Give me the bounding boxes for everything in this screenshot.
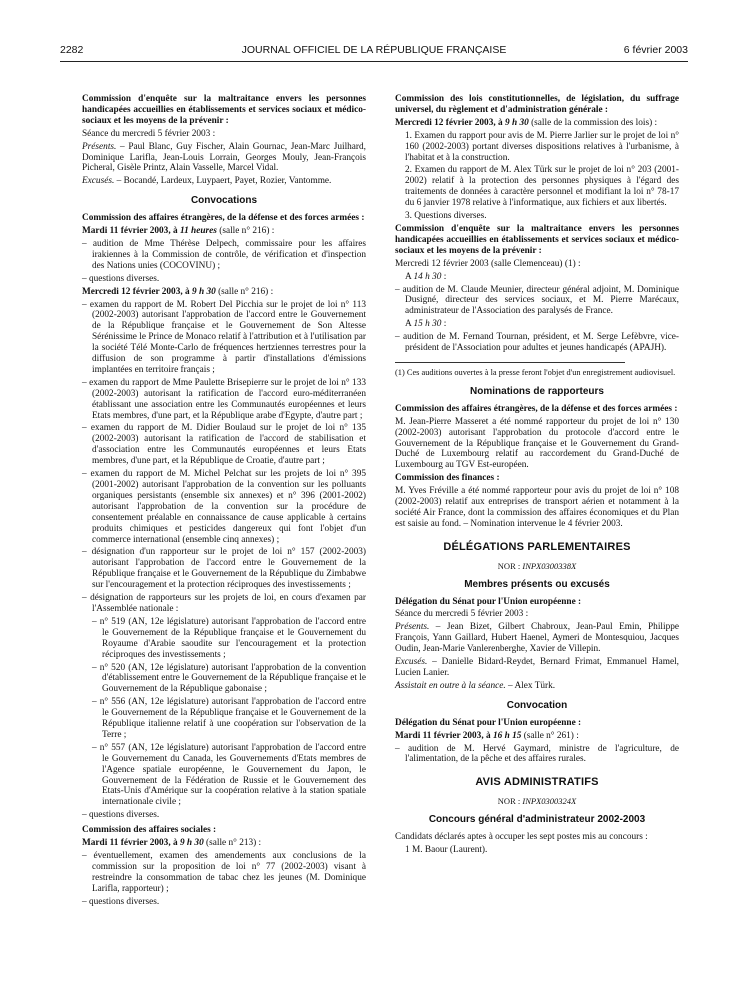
page-header [60,44,688,60]
section-title: Commission des lois constitutionnelles, de législation, du suffrage universel, du règlement et d'administration générale : [395,94,679,115]
section-title: Commission des affaires étrangères, de la défense et des forces armées : [82,213,365,224]
assistait-paragraph: Assistait en outre à la séance. – Alex Türk. [395,680,556,691]
convocation-heading: Convocation [506,699,568,711]
agenda-item: – examen du rapport de M. Michel Pelchat sur les projets de loi n° 395 (2001-2002) autorisant l'approbation de la convention sur les polluants organiques persistants (ensemble six annexes) et n° 396 (2001-2002) autorisant l'approbation de la convention sur la procédure de consentement préalable en connaissance de cause applicable à certains produits chimiques et pesticides dangereux qui font l'objet d'un commerce international (ensemble cinq annexes) ; [82,469,366,545]
agenda-subitem: – n° 557 (AN, 12e législature) autorisant l'approbation de l'accord entre le Gouvernement du Canada, les Gouvernements d'Etats membres de l'Agence spatiale européenne, le Gouvernement du Japon, le Gouvernement de la Fédération de Russie et le Gouvernement des Etats-Unis d'Amérique sur la coopération relative à la station spatiale internationale civile ; [92,742,366,808]
agenda-item: – examen du rapport de M. Didier Boulaud sur le projet de loi n° 135 (2002-2003) autorisant la ratification de l'accord de stabilisation et d'association entre les Communautés européennes et leurs Etats membres, d'une part, et la République de Croatie, d'autre part ; [82,423,366,467]
seance-line: Séance du mercredi 5 février 2003 : [82,128,216,139]
meeting-date: Mercredi 12 février 2003, à 9 h 30 (salle n° 216) : [82,286,274,297]
presents-names: – Paul Blanc, Guy Fischer, Alain Gournac, Jean-Marc Juilhard, Dominique Larifla, Jean-Louis Lorrain, Georges Mouly, Jean-François Picheral, Gisèle Printz, Alain Vasselle, Marcel Vidal. [82,141,366,174]
presents-paragraph [82,142,366,175]
meeting-date: Mercredi 12 février 2003, à 9 h 30 (salle de la commission des lois) : [395,117,658,128]
nor-reference: NOR : INPX0300324X [497,796,577,807]
presents-label: Présents. [82,141,117,152]
issue-date: 6 février 2003 [623,44,688,56]
agenda-item: – examen du rapport de Mme Paulette Brisepierre sur le projet de loi n° 133 (2002-2003) autorisant la ratification de l'accord euro-méditerranéen établissant une association entre les Communautés européennes et leurs Etats membres, d'une part, et la République arabe d'Egypte, d'autre part ; [82,377,366,421]
section-title: Commission d'enquête sur la maltraitance envers les personnes handicapées accueillies en établissements et services sociaux et médico-sociaux et les moyens de la prévenir : [395,223,679,256]
agenda-item: – examen du rapport de M. Robert Del Picchia sur le projet de loi n° 113 (2002-2003) autorisant l'approbation de l'accord entre le Gouvernement de la République française et le Gouvernement de Son Altesse Sérénissime le Prince de Monaco relatif à l'attribution et à l'utilisation par la société Télé Monte-Carlo de fréquences hertziennes terrestres pour la diffusion de son programme à partir d'installations d'émissions implantées en territoire français ; [82,299,366,375]
agenda-item: 2. Examen du rapport de M. Alex Türk sur le projet de loi n° 203 (2001-2002) relatif à la protection des personnes physiques à l'égard des traitements de données à caractère personnel et modifiant la loi n° 78-17 du 6 janvier 1978 relative à l'informatique, aux fichiers et aux libertés. [405,165,679,209]
agenda-subitem: – n° 520 (AN, 12e législature) autorisant l'approbation de la convention d'établissement entre le Gouvernement de la République française et le Gouvernement de la République gabonaise ; [92,662,366,695]
agenda-item: – désignation d'un rapporteur sur le projet de loi n° 157 (2002-2003) autorisant l'approbation de l'accord entre le Gouvernement de la République française et le Gouvernement de la République du Zimbabwe sur l'encouragement et la protection réciproques des investissements ; [82,547,366,591]
convocations-heading: Convocations [190,195,258,207]
membres-heading: Membres présents ou excusés [464,578,610,590]
time-slot: A 14 h 30 : [405,271,447,282]
agenda-item: – audition de M. Fernand Tournan, président, et M. Serge Lefèbvre, vice-président de l'Association pour adultes et jeunes handicapés (APAJH). [395,332,679,354]
seance-line: Séance du mercredi 5 février 2003 : [395,609,529,620]
agenda-item: – audition de M. Claude Meunier, directeur général adjoint, M. Dominique Dusigné, directeur des services sociaux, et M. Pierre Marécaux, administrateur de l'Association des paralysés de France. [395,284,679,317]
footnote: (1) Ces auditions ouvertes à la presse feront l'objet d'un enregistrement audiovisuel. [395,367,676,377]
nominations-heading: Nominations de rapporteurs [470,385,604,397]
agenda-item: – audition de Mme Thérèse Delpech, commissaire pour les affaires irakiennes à la Commission de contrôle, de vérification et d'inspection des Nations unies (COCOVINU) ; [82,238,366,271]
meeting-date: Mardi 11 février 2003, à 16 h 15 (salle n° 261) : [395,730,579,741]
agenda-subitem: – n° 556 (AN, 12e législature) autorisant l'approbation de l'accord entre le Gouvernement de la République française et le Gouvernement de la République italienne relatif à une coopération sur l'observation de la Terre ; [92,697,366,740]
right-column [395,94,679,858]
agenda-item: – audition de M. Hervé Gaymard, ministre de l'agriculture, de l'alimentation, de la pêche et des affaires rurales. [395,743,679,765]
header-rule [60,61,688,62]
section-title: Commission d'enquête sur la maltraitance envers les personnes handicapées accueillies en établissements et services sociaux et médico-sociaux et les moyens de la prévenir : [82,94,366,126]
page-number: 2282 [60,44,84,56]
section-title: Commission des affaires étrangères, de la défense et des forces armées : [395,403,678,414]
meeting-date: Mardi 11 février 2003, à 9 h 30 (salle n° 213) : [82,838,262,849]
agenda-item: – éventuellement, examen des amendements aux conclusions de la commission sur la proposition de loi n° 77 (2002-2003) visant à restreindre la consommation de tabac chez les jeunes (M. Dominique Larifla, rapporteur) ; [82,851,366,894]
excuses-paragraph [82,176,366,187]
nomination-text: M. Yves Fréville a été nommé rapporteur pour avis du projet de loi n° 108 (2002-2003) relatif aux entreprises de transport aérien et notamment à la société Air France, dont la commission des affaires économiques et du Plan est saisie au fond. – Nomination intervenue le 4 février 2003. [395,486,679,529]
agenda-item: – questions diverses. [82,273,160,284]
avis-heading: AVIS ADMINISTRATIFS [475,776,599,789]
excuses-label: Excusés. [82,176,115,187]
section-title: Délégation du Sénat pour l'Union européenne : [395,596,582,607]
meeting-date: Mercredi 12 février 2003 (salle Clemenceau) (1) : [395,258,581,269]
excuses-paragraph: Excusés. – Danielle Bidard-Reydet, Bernard Frimat, Emmanuel Hamel, Lucien Lanier. [395,657,679,678]
meeting-date: Mardi 11 février 2003, à 11 heures (salle n° 216) : [82,226,275,237]
agenda-item: – désignation de rapporteurs sur les projets de loi, en cours d'examen par l'Assemblée nationale : [82,593,366,614]
concours-heading: Concours général d'administrateur 2002-2003 [428,814,646,826]
delegations-heading: DÉLÉGATIONS PARLEMENTAIRES [443,540,631,553]
concours-text: Candidats déclarés aptes à occuper les sept postes mis au concours : [395,832,648,843]
section-title: Commission des finances : [395,473,500,484]
agenda-item: 1. Examen du rapport pour avis de M. Pierre Jarlier sur le projet de loi n° 160 (2002-2003) portant diverses dispositions relatives à l'urbanisme, à l'habitat et à la construction. [405,130,679,163]
footnote-rule [395,362,625,363]
agenda-subitem: – n° 519 (AN, 12e législature) autorisant l'approbation de l'accord entre le Gouvernement de la République française et le Gouvernement du Royaume d'Arabie saoudite sur l'encouragement et la protection réciproques des investissements ; [92,616,366,660]
section-title: Délégation du Sénat pour l'Union européenne : [395,717,582,728]
agenda-item: – questions diverses. [82,810,160,821]
excuses-names: – Bocandé, Lardeux, Luypaert, Payet, Rozier, Vantomme. [114,176,332,187]
agenda-item: 3. Questions diverses. [405,211,487,222]
nor-reference: NOR : INPX0300338X [497,560,577,571]
time-slot: A 15 h 30 : [405,319,447,330]
section-title: Commission des affaires sociales : [82,825,217,836]
concours-item: 1 M. Baour (Laurent). [405,844,488,855]
nomination-text: M. Jean-Pierre Masseret a été nommé rapporteur du projet de loi n° 130 (2002-2003) autorisant l'approbation du protocole d'accord entre le Gouvernement de la République française et le Gouvernement du Grand-Duché de Luxembourg relatif au raccordement du Grand-Duché de Luxembourg au TGV Est-européen. [395,416,679,471]
left-column [82,94,366,910]
agenda-item: – questions diverses. [82,896,160,907]
journal-title: JOURNAL OFFICIEL DE LA RÉPUBLIQUE FRANÇAISE [241,44,507,56]
presents-paragraph: Présents. – Jean Bizet, Gilbert Chabroux, Jean-Paul Emin, Philippe François, Yann Gaillard, Hubert Haenel, Aymeri de Montesquiou, Jacques Oudin, Jean-Marie Vanlerenberghe, Xavier de Villepin. [395,622,679,655]
